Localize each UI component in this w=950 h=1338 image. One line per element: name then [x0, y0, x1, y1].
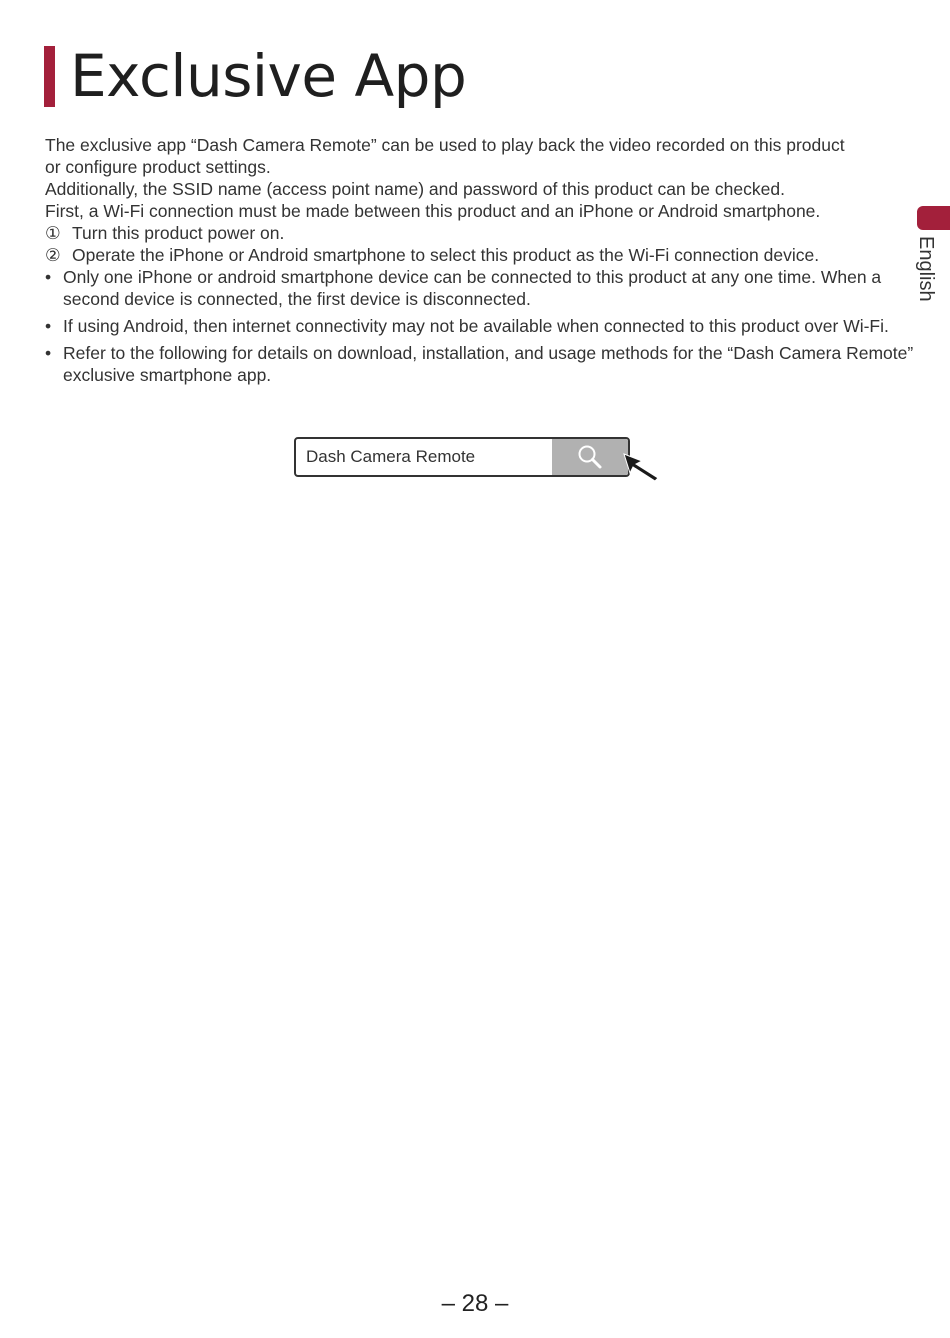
page-title: Exclusive App	[70, 42, 467, 110]
step-text: Operate the iPhone or Android smartphone to select this product as the Wi-Fi connection device.	[72, 245, 820, 265]
note-text: If using Android, then internet connectivity may not be available when connected to this product over Wi-Fi.	[63, 316, 889, 336]
search-button	[552, 439, 628, 475]
step-number: ②	[45, 245, 61, 265]
search-icon	[577, 444, 603, 470]
step-item	[45, 222, 915, 244]
language-tab-label: English	[915, 236, 937, 302]
bullet-dot: •	[45, 316, 52, 336]
step-text: Turn this product power on.	[72, 223, 285, 243]
page-number: – 28 –	[441, 1290, 509, 1317]
title-accent-bar	[44, 46, 55, 107]
note-item	[45, 266, 915, 310]
search-input: Dash Camera Remote	[306, 447, 476, 466]
note-item	[45, 315, 915, 337]
intro-line: First, a Wi-Fi connection must be made between this product and an iPhone or Android smartphone.	[45, 201, 821, 221]
body-content	[45, 134, 915, 391]
step-number: ①	[45, 223, 61, 243]
note-text: Refer to the following for details on download, installation, and usage methods for the “Dash Camera Remote” exclusive smartphone app.	[63, 343, 914, 385]
bullet-dot: •	[45, 343, 52, 363]
note-item	[45, 342, 915, 386]
language-tab-marker	[917, 206, 950, 230]
app-store-search-bar	[294, 437, 630, 477]
bullet-dot: •	[45, 267, 52, 287]
intro-line: The exclusive app “Dash Camera Remote” can be used to play back the video recorded on this product	[45, 135, 845, 155]
intro-line: or configure product settings.	[45, 157, 271, 177]
step-item	[45, 244, 915, 266]
intro-line: Additionally, the SSID name (access point name) and password of this product can be checked.	[45, 179, 785, 199]
pointer-arrow-icon	[622, 452, 662, 482]
note-text: Only one iPhone or android smartphone device can be connected to this product at any one time. When a second device is connected, the first device is disconnected.	[63, 267, 882, 309]
